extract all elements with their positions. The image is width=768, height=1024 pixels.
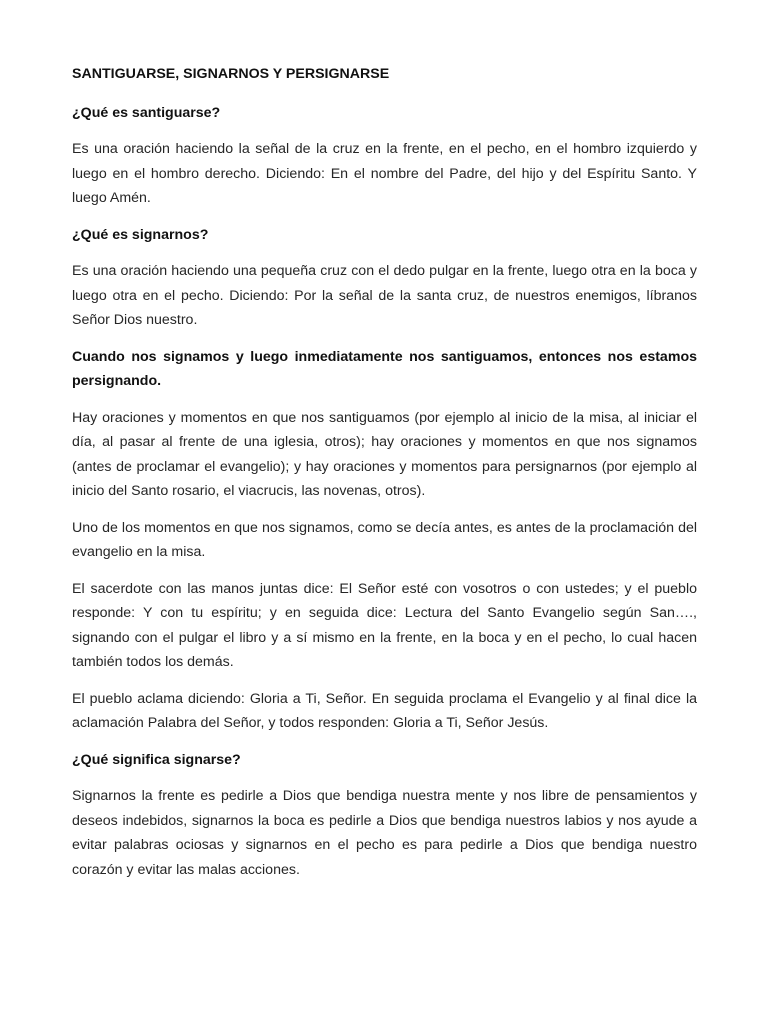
question-heading-santiguarse: ¿Qué es santiguarse? [72,104,221,121]
paragraph-persignarse-bold: Cuando nos signamos y luego inmediatamente nos santiguamos, entonces nos estamos persignando. [72,348,697,389]
paragraph-evangelio: Uno de los momentos en que nos signamos, como se decía antes, es antes de la proclamación del evangelio en la misa. [72,519,697,560]
document-page [72,62,697,894]
question-heading-significa: ¿Qué significa signarse? [72,751,241,768]
question-heading-signarnos: ¿Qué es signarnos? [72,226,209,243]
paragraph-pueblo-aclama: El pueblo aclama diciendo: Gloria a Ti, Señor. En seguida proclama el Evangelio y al final dice la aclamación Palabra del Señor, y todos responden: Gloria a Ti, Señor Jesús. [72,690,697,731]
document-title: SANTIGUARSE, SIGNARNOS Y PERSIGNARSE [72,66,390,82]
paragraph-santiguarse: Es una oración haciendo la señal de la cruz en la frente, en el pecho, en el hombro izquierdo y luego en el hombro derecho. Diciendo: En el nombre del Padre, del hijo y del Espíritu Santo. Y luego Amén. [72,141,697,206]
paragraph-momentos: Hay oraciones y momentos en que nos santiguamos (por ejemplo al inicio de la misa, al iniciar el día, al pasar al frente de una iglesia, otros); hay oraciones y momentos en que nos signamos (antes de proclamar el evangelio); y hay oraciones y momentos para persignarnos (por ejemplo al inicio del Santo rosario, el viacrucis, las novenas, otros). [72,409,697,499]
paragraph-significado: Signarnos la frente es pedirle a Dios que bendiga nuestra mente y nos libre de pensamientos y deseos indebidos, signarnos la boca es pedirle a Dios que bendiga nuestros labios y nos ayude a evitar palabras ociosas y signarnos en el pecho es para pedirle a Dios que bendiga nuestro corazón y evitar las malas acciones. [72,788,697,878]
paragraph-sacerdote: El sacerdote con las manos juntas dice: El Señor esté con vosotros o con ustedes; y el pueblo responde: Y con tu espíritu; y en seguida dice: Lectura del Santo Evangelio según San…., signando con el pulgar el libro y a sí mismo en la frente, en la boca y en el pecho, lo cual hacen también todos los demás. [72,580,697,670]
paragraph-signarnos: Es una oración haciendo una pequeña cruz con el dedo pulgar en la frente, luego otra en la boca y luego otra en el pecho. Diciendo: Por la señal de la santa cruz, de nuestros enemigos, líbranos Señor Dios nuestro. [72,263,697,328]
